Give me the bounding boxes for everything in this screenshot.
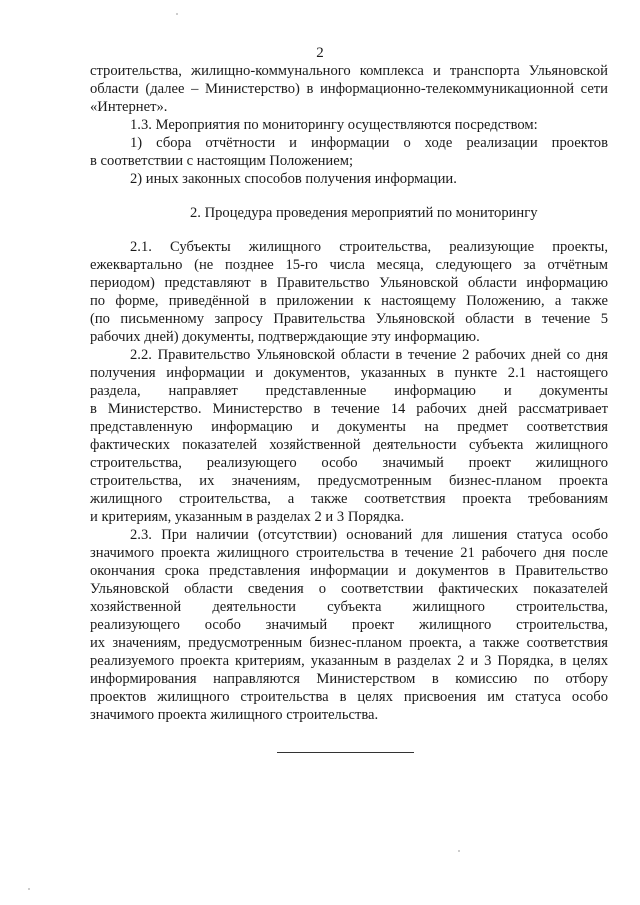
scan-speck xyxy=(28,888,30,890)
text-line: значимого проекта жилищного строительства. xyxy=(90,707,379,723)
text-line: «Интернет». xyxy=(90,99,168,115)
section-heading: 2. Процедура проведения мероприятий по мониторингу xyxy=(190,205,538,221)
text-line: реализуемого проекта критериям, указанным в разделах 2 и 3 Порядка, в целях xyxy=(90,653,608,669)
text-line: (по письменному запросу Правительства Ульяновской области в течение 5 xyxy=(90,311,608,327)
text-line: получения информации и документов, указанных в пункте 2.1 настоящего xyxy=(90,365,608,381)
text-line: строительства, реализующего особо значимый проект жилищного xyxy=(90,455,608,471)
text-line: и критериям, указанным в разделах 2 и 3 Порядка. xyxy=(90,509,405,525)
text-line: в Министерство. Министерство в течение 14 рабочих дней рассматривает xyxy=(90,401,608,417)
text-line: жилищного строительства, а также соответствия проекта требованиям xyxy=(90,491,608,507)
scan-speck xyxy=(176,13,178,15)
text-line: значимого проекта жилищного строительства в течение 21 рабочего дня после xyxy=(90,545,608,561)
text-line: их значениям, предусмотренным бизнес-планом проекта, а также соответствия xyxy=(90,635,608,651)
text-line: раздела, направляет представленные информацию и документы xyxy=(90,383,608,399)
text-line: хозяйственной деятельности субъекта жилищного строительства, xyxy=(90,599,608,615)
text-line: фактических показателей хозяйственной деятельности субъекта жилищного xyxy=(90,437,608,453)
spacer xyxy=(90,222,608,238)
text-line: по форме, приведённой в приложении к настоящему Положению, а также xyxy=(90,293,608,309)
text-line: окончания срока представления информации и документов в Правительство xyxy=(90,563,608,579)
text-line: 1) сбора отчётности и информации о ходе реализации проектов xyxy=(130,135,608,151)
paragraph-2-3 xyxy=(90,526,608,724)
page-number: 2 xyxy=(316,45,324,61)
scan-speck xyxy=(458,850,460,852)
text-line: строительства, жилищно-коммунального комплекса и транспорта Ульяновской xyxy=(90,63,608,79)
text-line: проектов жилищного строительства в целях присвоения им статуса особо xyxy=(90,689,608,705)
text-line: 2) иных законных способов получения информации. xyxy=(130,171,457,187)
paragraph-intro xyxy=(90,62,608,116)
paragraph-1-3 xyxy=(90,116,608,188)
text-line: Ульяновской области сведения о соответствии фактических показателей xyxy=(90,581,608,597)
text-line: 2.2. Правительство Ульяновской области в течение 2 рабочих дней со дня xyxy=(130,347,608,363)
text-line: в соответствии с настоящим Положением; xyxy=(90,153,354,169)
paragraph-2-2 xyxy=(90,346,608,526)
text-line: 2.3. При наличии (отсутствии) оснований для лишения статуса особо xyxy=(130,527,608,543)
text-line: информирования направляются Министерством в комиссию по отбору xyxy=(90,671,608,687)
text-line: области (далее – Министерство) в информационно-телекоммуникационной сети xyxy=(90,81,608,97)
text-line: 1.3. Мероприятия по мониторингу осуществляются посредством: xyxy=(130,117,538,133)
text-line: периодом) представляют в Правительство Ульяновской области информацию xyxy=(90,275,608,291)
text-line: строительства, их значениям, предусмотренным бизнес-планом проекта xyxy=(90,473,608,489)
text-line: реализующего особо значимый проект жилищного строительства, xyxy=(90,617,608,633)
text-line: 2.1. Субъекты жилищного строительства, реализующие проекты, xyxy=(130,239,608,255)
text-line: представленную информацию и документы на предмет соответствия xyxy=(90,419,608,435)
text-line: ежеквартально (не позднее 15-го числа месяца, следующего за отчётным xyxy=(90,257,608,273)
text-line: рабочих дней) документы, подтверждающие эту информацию. xyxy=(90,329,480,345)
document-body xyxy=(90,62,608,724)
end-separator-line xyxy=(277,752,414,753)
spacer xyxy=(90,188,608,204)
paragraph-2-1 xyxy=(90,238,608,346)
